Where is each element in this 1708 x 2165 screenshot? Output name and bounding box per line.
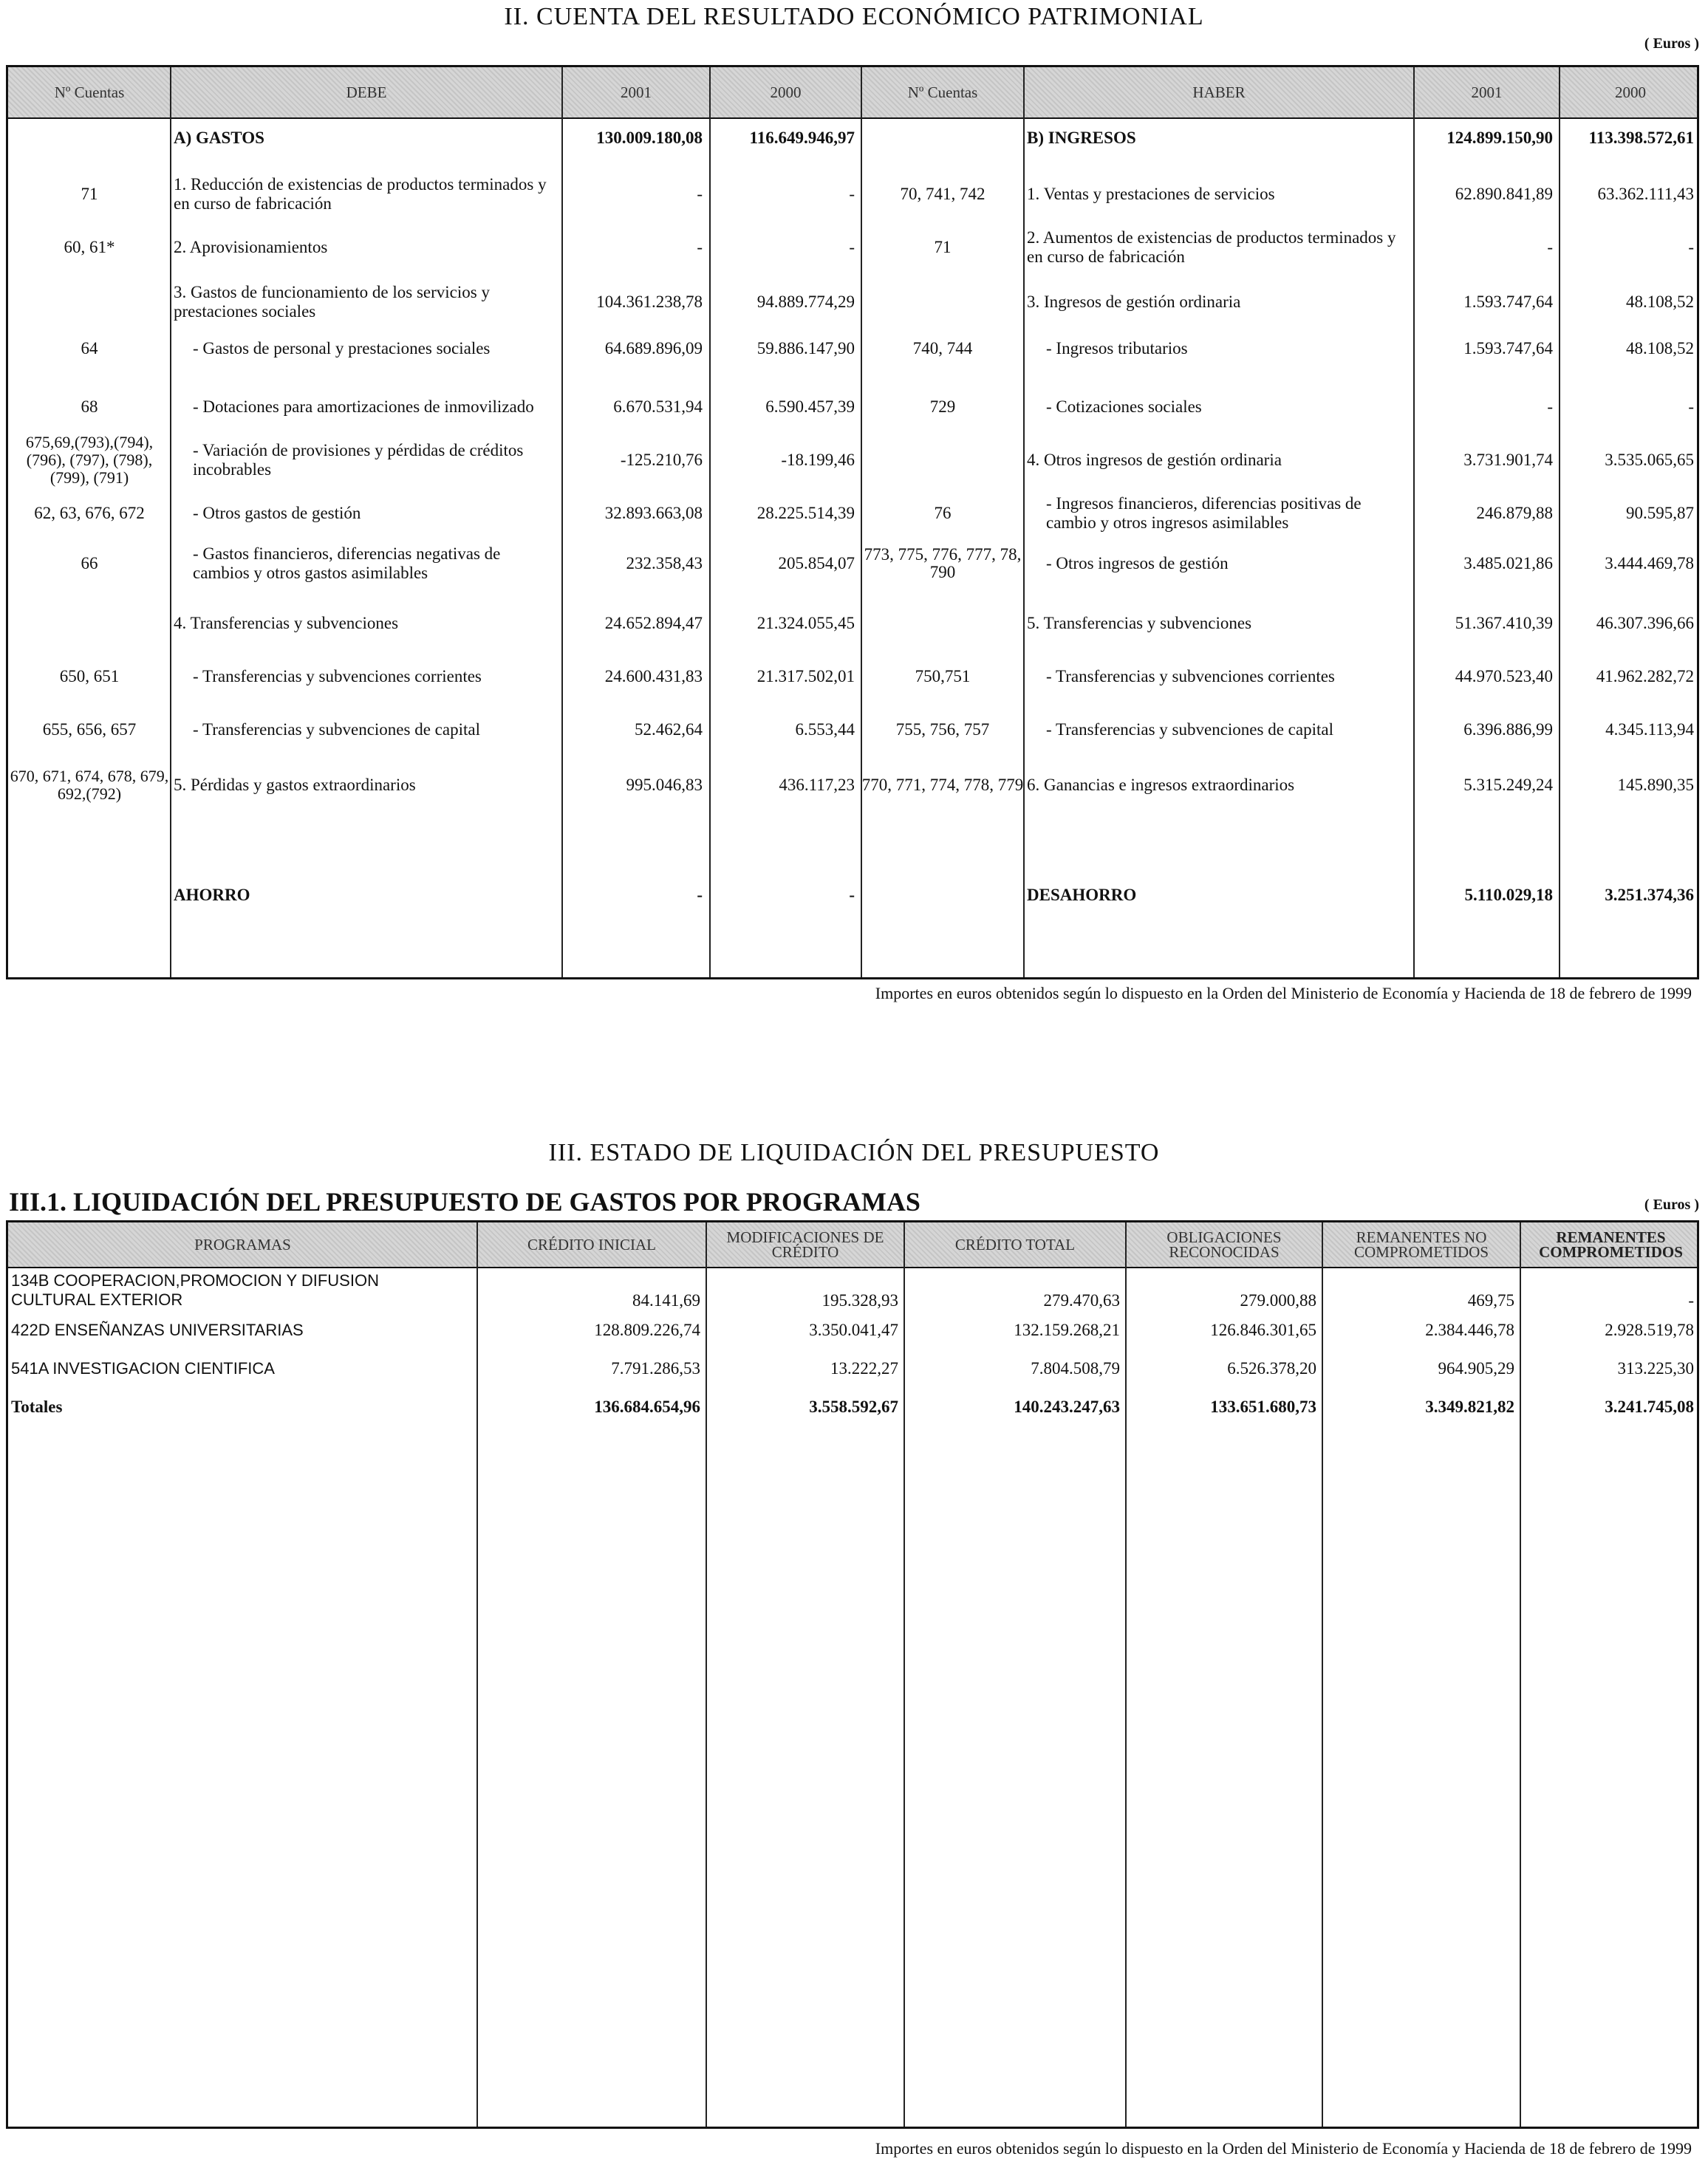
- remanentes-no-comprometidos-cell: 2.384.446,78: [1425, 1321, 1514, 1339]
- remanentes-comprometidos-cell: 313.225,30: [1617, 1359, 1694, 1378]
- haber-concept-cell: 5. Transferencias y subvenciones: [1027, 614, 1252, 632]
- cuentas-right-cell: [861, 437, 1024, 484]
- cuentas-left-cell: 655, 656, 657: [42, 720, 137, 739]
- debe-concept-cell: 5. Pérdidas y gastos extraordinarios: [174, 776, 416, 794]
- result-table-header: [8, 67, 1697, 119]
- cuentas-left-cell: 675,69,(793),(794), (796), (797), (798), (799), (791): [25, 433, 154, 487]
- credito-inicial-cell: 128.809.226,74: [594, 1321, 700, 1339]
- haber-concept-cell: 1. Ventas y prestaciones de servicios: [1027, 185, 1275, 203]
- haber-concept-cell: 4. Otros ingresos de gestión ordinaria: [1027, 451, 1282, 469]
- debe-2000-cell: 94.889.774,29: [756, 293, 855, 311]
- cuentas-right-cell: 729: [929, 397, 956, 416]
- budget-table: [6, 1220, 1699, 2129]
- header-credito-inicial: CRÉDITO INICIAL: [527, 1236, 656, 1253]
- haber-2001-cell: 51.367.410,39: [1455, 614, 1553, 632]
- header-cuentas-right: Nº Cuentas: [907, 83, 978, 101]
- modificaciones-cell: 195.328,93: [821, 1291, 898, 1310]
- debe-2000-cell: -: [849, 185, 855, 203]
- haber-2000-cell: 63.362.111,43: [1597, 185, 1694, 203]
- haber-2000-cell: 90.595,87: [1626, 504, 1694, 522]
- haber-concept-cell: - Ingresos tributarios: [1046, 339, 1188, 358]
- header-2001-left: 2001: [621, 83, 652, 101]
- debe-2001-cell: 104.361.238,78: [596, 293, 703, 311]
- cuentas-left-cell: 650, 651: [59, 667, 120, 685]
- haber-2000-cell: 48.108,52: [1626, 339, 1694, 358]
- totals-remanentes-comprometidos-cell: 3.241.745,08: [1605, 1398, 1694, 1416]
- cuentas-left-cell: 670, 671, 674, 678, 679, 692,(792): [10, 767, 169, 803]
- debe-2001-cell: -: [697, 238, 703, 256]
- programa-cell: 422D ENSEÑANZAS UNIVERSITARIAS: [11, 1321, 304, 1339]
- result-table: [6, 65, 1699, 979]
- cuentas-right-cell: 740, 744: [912, 339, 973, 358]
- haber-concept-cell: 6. Ganancias e ingresos extraordinarios: [1027, 776, 1295, 794]
- debe-concept-cell: - Gastos de personal y prestaciones sociales: [193, 339, 491, 358]
- debe-2001-cell: 24.652.894,47: [604, 614, 703, 632]
- debe-concept-cell: 4. Transferencias y subvenciones: [174, 614, 399, 632]
- debe-2001-cell: 32.893.663,08: [604, 504, 703, 522]
- cuentas-left-cell: [8, 123, 171, 153]
- haber-2000-cell: 4.345.113,94: [1605, 720, 1694, 739]
- debe-concept-cell: - Transferencias y subvenciones corrientes: [193, 667, 482, 685]
- debe-concept-cell: 3. Gastos de funcionamiento de los servicios y prestaciones sociales: [174, 283, 490, 321]
- haber-concept-cell: 2. Aumentos de existencias de productos terminados y en curso de fabricación: [1027, 228, 1396, 266]
- cuentas-left-cell: [8, 605, 171, 642]
- credito-inicial-cell: 7.791.286,53: [611, 1359, 700, 1378]
- cuentas-left-cell: 62, 63, 676, 672: [34, 504, 145, 522]
- cuentas-left-cell: [8, 278, 171, 326]
- totals-credito-inicial-cell: 136.684.654,96: [594, 1398, 700, 1416]
- debe-2000-cell: 436.117,23: [779, 776, 855, 794]
- cuentas-right-cell: 70, 741, 742: [900, 185, 985, 203]
- obligaciones-cell: 6.526.378,20: [1227, 1359, 1316, 1378]
- haber-2001-cell: 1.593.747,64: [1463, 339, 1553, 358]
- haber-2000-cell: 3.444.469,78: [1605, 554, 1694, 572]
- haber-2000-cell: -: [1688, 397, 1694, 416]
- debe-2001-cell: 130.009.180,08: [596, 129, 703, 147]
- haber-2000-cell: 113.398.572,61: [1588, 129, 1694, 147]
- header-credito-total: CRÉDITO TOTAL: [954, 1236, 1076, 1253]
- header-remanentes-comprometidos: REMANENTES COMPROMETIDOS: [1539, 1228, 1683, 1261]
- totals-modificaciones-cell: 3.558.592,67: [809, 1398, 898, 1416]
- debe-2001-cell: 24.600.431,83: [604, 667, 703, 685]
- section3-footnote: Importes en euros obtenidos según lo dispuesto en la Orden del Ministerio de Economía y Hacienda de 18 de febrero de 1999: [875, 2139, 1692, 2158]
- totals-remanentes-no-comprometidos-cell: 3.349.821,82: [1425, 1398, 1514, 1416]
- debe-2000-cell: 6.590.457,39: [765, 397, 855, 416]
- header-haber: HABER: [1192, 83, 1246, 101]
- debe-2000-cell: 21.317.502,01: [756, 667, 855, 685]
- debe-2000-cell: -18.199,46: [781, 451, 855, 469]
- haber-2001-cell: 44.970.523,40: [1455, 667, 1553, 685]
- remanentes-comprometidos-cell: -: [1688, 1291, 1694, 1310]
- header-2000-right: 2000: [1615, 83, 1646, 101]
- debe-2001-cell: -125.210,76: [620, 451, 703, 469]
- debe-concept-cell: - Gastos financieros, diferencias negativas de cambios y otros gastos asimilables: [193, 544, 501, 582]
- debe-concept-cell: 1. Reducción de existencias de productos terminados y en curso de fabricación: [174, 175, 547, 213]
- cuentas-left-cell: 66: [81, 554, 98, 572]
- haber-2001-cell: 124.899.150,90: [1446, 129, 1553, 147]
- section2-units: ( Euros ): [1644, 35, 1699, 52]
- cuentas-right-cell: 773, 775, 776, 777, 78, 790: [864, 545, 1022, 581]
- debe-2001-cell: 64.689.896,09: [604, 339, 703, 358]
- section3-units: ( Euros ): [1644, 1197, 1699, 1213]
- totals-credito-total-cell: 140.243.247,63: [1014, 1398, 1120, 1416]
- debe-concept-cell: - Otros gastos de gestión: [193, 504, 361, 522]
- debe-2001-cell: 6.670.531,94: [613, 397, 703, 416]
- debe-2000-cell: -: [849, 238, 855, 256]
- debe-2001-cell: -: [697, 185, 703, 203]
- haber-2001-cell: 62.890.841,89: [1455, 185, 1553, 203]
- haber-concept-cell: B) INGRESOS: [1027, 129, 1136, 147]
- cuentas-right-cell: [861, 605, 1024, 642]
- header-remanentes-no-comprometidos: REMANENTES NO COMPROMETIDOS: [1353, 1228, 1489, 1261]
- haber-concept-cell: - Ingresos financieros, diferencias positivas de cambio y otros ingresos asimilables: [1046, 494, 1362, 532]
- debe-2001-cell: -: [697, 886, 703, 904]
- cuentas-right-cell: 755, 756, 757: [895, 720, 990, 739]
- section2-footnote: Importes en euros obtenidos según lo dispuesto en la Orden del Ministerio de Economía y Hacienda de 18 de febrero de 1999: [875, 984, 1692, 1002]
- haber-2000-cell: 3.535.065,65: [1605, 451, 1694, 469]
- header-obligaciones: OBLIGACIONES RECONOCIDAS: [1166, 1228, 1282, 1261]
- totals-label: Totales: [11, 1398, 63, 1416]
- header-modificaciones: MODIFICACIONES DE CRÉDITO: [726, 1228, 884, 1261]
- debe-2000-cell: 21.324.055,45: [756, 614, 855, 632]
- haber-2001-cell: -: [1547, 238, 1553, 256]
- cuentas-right-cell: [861, 877, 1024, 914]
- budget-table-header: [8, 1222, 1697, 1268]
- debe-concept-cell: - Dotaciones para amortizaciones de inmovilizado: [193, 397, 534, 416]
- haber-2001-cell: 1.593.747,64: [1463, 293, 1553, 311]
- cuentas-left-cell: 68: [81, 397, 98, 416]
- haber-2001-cell: 5.315.249,24: [1463, 776, 1553, 794]
- cuentas-right-cell: 770, 771, 774, 778, 779: [861, 776, 1024, 794]
- debe-2000-cell: 59.886.147,90: [756, 339, 855, 358]
- credito-total-cell: 279.470,63: [1043, 1291, 1120, 1310]
- cuentas-right-cell: [861, 278, 1024, 326]
- debe-2001-cell: 232.358,43: [626, 554, 703, 572]
- cuentas-right-cell: 76: [934, 504, 952, 522]
- debe-2000-cell: 205.854,07: [778, 554, 855, 572]
- haber-2001-cell: 246.879,88: [1476, 504, 1553, 522]
- haber-2001-cell: -: [1547, 397, 1553, 416]
- cuentas-left-cell: 60, 61*: [64, 238, 115, 256]
- remanentes-no-comprometidos-cell: 964.905,29: [1438, 1359, 1514, 1378]
- haber-2001-cell: 3.485.021,86: [1463, 554, 1553, 572]
- haber-2000-cell: 48.108,52: [1626, 293, 1694, 311]
- header-cuentas-left: Nº Cuentas: [54, 83, 125, 101]
- haber-2000-cell: 41.962.282,72: [1596, 667, 1694, 685]
- cuentas-left-cell: [8, 877, 171, 914]
- header-2000-left: 2000: [770, 83, 802, 101]
- haber-2001-cell: 6.396.886,99: [1463, 720, 1553, 739]
- programa-cell: 541A INVESTIGACION CIENTIFICA: [11, 1359, 275, 1378]
- cuentas-right-cell: 750,751: [915, 667, 971, 685]
- debe-concept-cell: 2. Aprovisionamientos: [174, 238, 328, 256]
- modificaciones-cell: 13.222,27: [830, 1359, 898, 1378]
- debe-2001-cell: 52.462,64: [635, 720, 703, 739]
- programa-cell: 134B COOPERACION,PROMOCION Y DIFUSION CULTURAL EXTERIOR: [11, 1271, 379, 1309]
- credito-total-cell: 7.804.508,79: [1031, 1359, 1120, 1378]
- credito-total-cell: 132.159.268,21: [1014, 1321, 1120, 1339]
- haber-concept-cell: - Transferencias y subvenciones de capital: [1046, 720, 1333, 739]
- haber-2000-cell: 3.251.374,36: [1605, 886, 1694, 904]
- debe-concept-cell: - Transferencias y subvenciones de capital: [193, 720, 480, 739]
- debe-2000-cell: 28.225.514,39: [756, 504, 855, 522]
- section3-subtitle: III.1. LIQUIDACIÓN DEL PRESUPUESTO DE GASTOS POR PROGRAMAS: [9, 1187, 920, 1217]
- cuentas-left-cell: 64: [81, 339, 98, 358]
- haber-2001-cell: 3.731.901,74: [1463, 451, 1553, 469]
- obligaciones-cell: 279.000,88: [1240, 1291, 1316, 1310]
- debe-concept-cell: A) GASTOS: [174, 129, 264, 147]
- remanentes-no-comprometidos-cell: 469,75: [1467, 1291, 1514, 1310]
- haber-concept-cell: DESAHORRO: [1027, 886, 1137, 904]
- section3-title: III. ESTADO DE LIQUIDACIÓN DEL PRESUPUESTO: [548, 1139, 1160, 1166]
- haber-concept-cell: 3. Ingresos de gestión ordinaria: [1027, 293, 1241, 311]
- totals-obligaciones-cell: 133.651.680,73: [1210, 1398, 1316, 1416]
- modificaciones-cell: 3.350.041,47: [809, 1321, 898, 1339]
- debe-concept-cell: AHORRO: [174, 886, 250, 904]
- haber-concept-cell: - Transferencias y subvenciones corrientes: [1046, 667, 1335, 685]
- haber-2001-cell: 5.110.029,18: [1464, 886, 1553, 904]
- haber-concept-cell: - Cotizaciones sociales: [1046, 397, 1202, 416]
- debe-concept-cell: - Variación de provisiones y pérdidas de créditos incobrables: [193, 441, 524, 479]
- haber-2000-cell: 145.890,35: [1617, 776, 1694, 794]
- debe-2000-cell: 6.553,44: [795, 720, 855, 739]
- haber-2000-cell: 46.307.396,66: [1596, 614, 1694, 632]
- haber-2000-cell: -: [1688, 238, 1694, 256]
- haber-concept-cell: - Otros ingresos de gestión: [1046, 554, 1229, 572]
- header-debe: DEBE: [346, 83, 387, 101]
- obligaciones-cell: 126.846.301,65: [1210, 1321, 1316, 1339]
- section2-title: II. CUENTA DEL RESULTADO ECONÓMICO PATRIMONIAL: [504, 3, 1204, 30]
- remanentes-comprometidos-cell: 2.928.519,78: [1605, 1321, 1694, 1339]
- header-2001-right: 2001: [1471, 83, 1503, 101]
- debe-2000-cell: -: [849, 886, 855, 904]
- cuentas-left-cell: 71: [81, 185, 98, 203]
- debe-2001-cell: 995.046,83: [626, 776, 703, 794]
- credito-inicial-cell: 84.141,69: [632, 1291, 700, 1310]
- header-programas: PROGRAMAS: [194, 1236, 291, 1253]
- cuentas-right-cell: [861, 123, 1024, 153]
- debe-2000-cell: 116.649.946,97: [749, 129, 855, 147]
- cuentas-right-cell: 71: [934, 238, 952, 256]
